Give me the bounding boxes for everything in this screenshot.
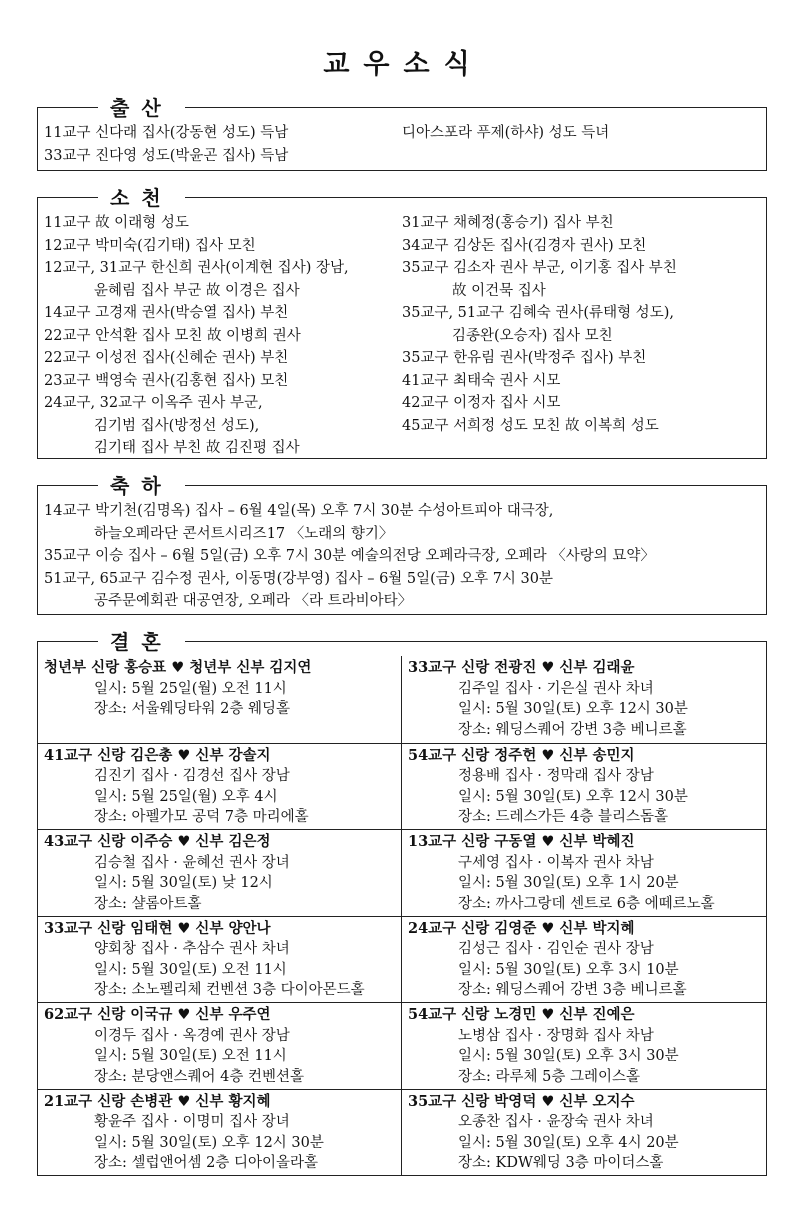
funeral-line: 22교구 이성전 집사(신혜순 권사) 부친 <box>44 350 289 366</box>
wedding-detail: 김성근 집사 · 김인순 권사 장남 <box>458 941 654 958</box>
funeral-line: 김기범 집사(방정선 성도), <box>94 417 260 434</box>
wedding-couple: 54교구 신랑 정주헌 ♥ 신부 송민지 <box>408 746 635 764</box>
wedding-couple: 54교구 신랑 노경민 ♥ 신부 진예은 <box>408 1006 635 1023</box>
wedding-detail: 일시: 5월 30일(토) 오후 3시 10분 <box>458 961 679 978</box>
wedding-detail: 양회창 집사 · 추삼수 권사 차녀 <box>94 941 290 958</box>
wedding-couple: 13교구 신랑 구동열 ♥ 신부 박혜진 <box>408 833 635 850</box>
birth-section-title: 출산 <box>98 92 185 121</box>
wedding-detail: 일시: 5월 30일(토) 낮 12시 <box>94 875 273 892</box>
wedding-couple: 33교구 신랑 임태현 ♥ 신부 양안나 <box>44 919 271 937</box>
congrats-line: 14교구 박기천(김명옥) 집사 – 6월 4일(목) 오후 7시 30분 수성아트피아 대극장, <box>44 503 554 519</box>
funeral-line: 김종완(오승자) 집사 모친 <box>452 327 613 344</box>
funeral-line: 35교구 한유림 권사(박정주 집사) 부친 <box>402 350 647 366</box>
funeral-line: 12교구, 31교구 한신희 권사(이계현 집사) 장남, <box>44 260 349 276</box>
congrats-section-title: 축하 <box>98 470 185 499</box>
funeral-line: 故 이건묵 집사 <box>452 282 546 299</box>
wedding-couple: 35교구 신랑 박영덕 ♥ 신부 오지수 <box>408 1092 635 1110</box>
birth-line: 디아스포라 푸제(하샤) 성도 득녀 <box>402 125 610 141</box>
wedding-couple: 청년부 신랑 홍승표 ♥ 청년부 신부 김지연 <box>44 659 312 676</box>
wedding-detail: 정용배 집사 · 정막래 집사 장남 <box>458 768 654 785</box>
birth-section <box>37 96 767 171</box>
wedding-detail: 오종찬 집사 · 윤장숙 권사 차녀 <box>458 1114 654 1131</box>
wedding-detail: 장소: 아펠가모 공덕 7층 마리에홀 <box>94 809 309 826</box>
wedding-section <box>37 630 767 1176</box>
funeral-line: 35교구 김소자 권사 부군, 이기홍 집사 부친 <box>402 260 677 276</box>
wedding-detail: 장소: 샬롬아트홀 <box>94 895 202 912</box>
wedding-detail: 일시: 5월 30일(토) 오후 1시 20분 <box>458 875 679 892</box>
funeral-line: 23교구 백영숙 권사(김홍현 집사) 모친 <box>44 372 289 389</box>
wedding-section-title: 결혼 <box>98 626 185 655</box>
funeral-line: 24교구, 32교구 이옥주 권사 부군, <box>44 395 263 411</box>
wedding-detail: 일시: 5월 30일(토) 오후 12시 30분 <box>458 701 688 718</box>
funeral-line: 11교구 故 이래형 성도 <box>44 215 189 231</box>
wedding-detail: 장소: 서울웨딩타워 2층 웨딩홀 <box>94 701 291 718</box>
wedding-detail: 일시: 5월 30일(토) 오전 11시 <box>94 1048 287 1065</box>
birth-line: 33교구 진다영 성도(박윤곤 집사) 득남 <box>44 147 289 164</box>
wedding-couple: 24교구 신랑 김영준 ♥ 신부 박지혜 <box>408 919 635 937</box>
wedding-entry <box>402 916 766 1003</box>
wedding-detail: 장소: 소노펠리체 컨벤션 3층 다이아몬드홀 <box>94 982 365 999</box>
wedding-entry <box>402 1089 766 1176</box>
funeral-line: 14교구 고경재 권사(박승열 집사) 부친 <box>44 305 289 321</box>
wedding-detail: 김진기 집사 · 김경선 집사 장남 <box>94 768 290 785</box>
wedding-couple: 41교구 신랑 김은총 ♥ 신부 강솔지 <box>44 746 271 764</box>
congrats-line: 35교구 이승 집사 – 6월 5일(금) 오후 7시 30분 예술의전당 오페라극장, 오페라 〈사랑의 묘약〉 <box>44 548 655 564</box>
funeral-line: 22교구 안석환 집사 모친 故 이병희 권사 <box>44 327 301 344</box>
wedding-detail: 김주일 집사 · 기은실 권사 차녀 <box>458 680 654 697</box>
wedding-detail: 일시: 5월 30일(토) 오후 12시 30분 <box>458 788 688 805</box>
wedding-detail: 장소: 라루체 5층 그레이스홀 <box>458 1068 641 1085</box>
congrats-list <box>44 500 760 613</box>
wedding-detail: 일시: 5월 25일(월) 오전 11시 <box>94 680 287 697</box>
wedding-entry <box>38 743 402 830</box>
wedding-entry <box>402 743 766 830</box>
wedding-detail: 일시: 5월 30일(토) 오후 3시 30분 <box>458 1048 679 1065</box>
wedding-detail: 이경두 집사 · 옥경예 권사 장남 <box>94 1027 290 1044</box>
wedding-detail: 구세영 집사 · 이복자 권사 차남 <box>458 854 654 871</box>
congrats-line: 51교구, 65교구 김수정 권사, 이동명(강부영) 집사 – 6월 5일(금) 오후 7시 30분 <box>44 570 553 587</box>
wedding-detail: 장소: 셀럽앤어셈 2층 디아이올라홀 <box>94 1155 319 1172</box>
birth-left-column <box>44 122 402 167</box>
funeral-line: 31교구 채혜정(홍승기) 집사 부친 <box>402 215 614 231</box>
wedding-detail: 장소: 드레스가든 4층 블리스돔홀 <box>458 809 669 826</box>
wedding-detail: 일시: 5월 30일(토) 오전 11시 <box>94 961 287 978</box>
funeral-line: 34교구 김상돈 집사(김경자 권사) 모친 <box>402 237 647 254</box>
wedding-entry <box>38 829 402 916</box>
wedding-detail: 장소: 웨딩스퀘어 강변 3층 베니르홀 <box>458 982 687 999</box>
wedding-detail: 장소: 웨딩스퀘어 강변 3층 베니르홀 <box>458 721 687 738</box>
funeral-line: 윤혜림 집사 부군 故 이경은 집사 <box>94 282 300 299</box>
congrats-section <box>37 474 767 615</box>
wedding-couple: 33교구 신랑 전광진 ♥ 신부 김래윤 <box>408 659 635 676</box>
funeral-line: 35교구, 51교구 김혜숙 권사(류태형 성도), <box>402 305 674 321</box>
funeral-right-column <box>402 212 760 460</box>
wedding-couple: 21교구 신랑 손병관 ♥ 신부 황지혜 <box>44 1092 271 1110</box>
funeral-line: 41교구 최태숙 권사 시모 <box>402 372 561 389</box>
wedding-couple: 43교구 신랑 이주승 ♥ 신부 김은정 <box>44 833 271 850</box>
wedding-entry <box>402 1002 766 1089</box>
funeral-section <box>37 186 767 459</box>
wedding-detail: 김승철 집사 · 윤혜선 권사 장녀 <box>94 854 290 871</box>
wedding-detail: 황윤주 집사 · 이명미 집사 장녀 <box>94 1114 290 1131</box>
wedding-entry <box>38 656 402 743</box>
wedding-detail: 노병삼 집사 · 장명화 집사 차남 <box>458 1027 654 1044</box>
funeral-line: 45교구 서희정 성도 모친 故 이복희 성도 <box>402 417 659 434</box>
funeral-left-column <box>44 212 402 460</box>
wedding-detail: 장소: 까사그랑데 센트로 6층 에떼르노홀 <box>458 895 715 912</box>
wedding-detail: 일시: 5월 25일(월) 오후 4시 <box>94 788 278 805</box>
funeral-line: 42교구 이정자 집사 시모 <box>402 395 561 411</box>
congrats-line: 공주문예회관 대공연장, 오페라 〈라 트라비아타〉 <box>94 593 413 609</box>
wedding-grid <box>38 656 766 1175</box>
wedding-entry <box>402 829 766 916</box>
funeral-line: 12교구 박미숙(김기태) 집사 모친 <box>44 237 256 254</box>
funeral-section-title: 소천 <box>98 182 185 211</box>
birth-right-column <box>402 122 760 167</box>
wedding-entry <box>38 1089 402 1176</box>
wedding-entry <box>38 1002 402 1089</box>
page-title: 교우소식 <box>323 49 484 80</box>
funeral-line: 김기태 집사 부친 故 김진평 집사 <box>94 440 300 456</box>
wedding-entry <box>38 916 402 1003</box>
birth-line: 11교구 신다래 집사(강동현 성도) 득남 <box>44 125 289 141</box>
congrats-line: 하늘오페라단 콘서트시리즈17 〈노래의 향기〉 <box>94 525 394 542</box>
wedding-detail: 일시: 5월 30일(토) 오후 4시 20분 <box>458 1134 679 1151</box>
wedding-detail: 장소: 분당앤스퀘어 4층 컨벤션홀 <box>94 1068 305 1085</box>
wedding-detail: 장소: KDW웨딩 3층 마이더스홀 <box>458 1155 664 1172</box>
wedding-detail: 일시: 5월 30일(토) 오후 12시 30분 <box>94 1134 324 1151</box>
wedding-entry <box>402 656 766 743</box>
wedding-couple: 62교구 신랑 이국규 ♥ 신부 우주연 <box>44 1006 271 1023</box>
